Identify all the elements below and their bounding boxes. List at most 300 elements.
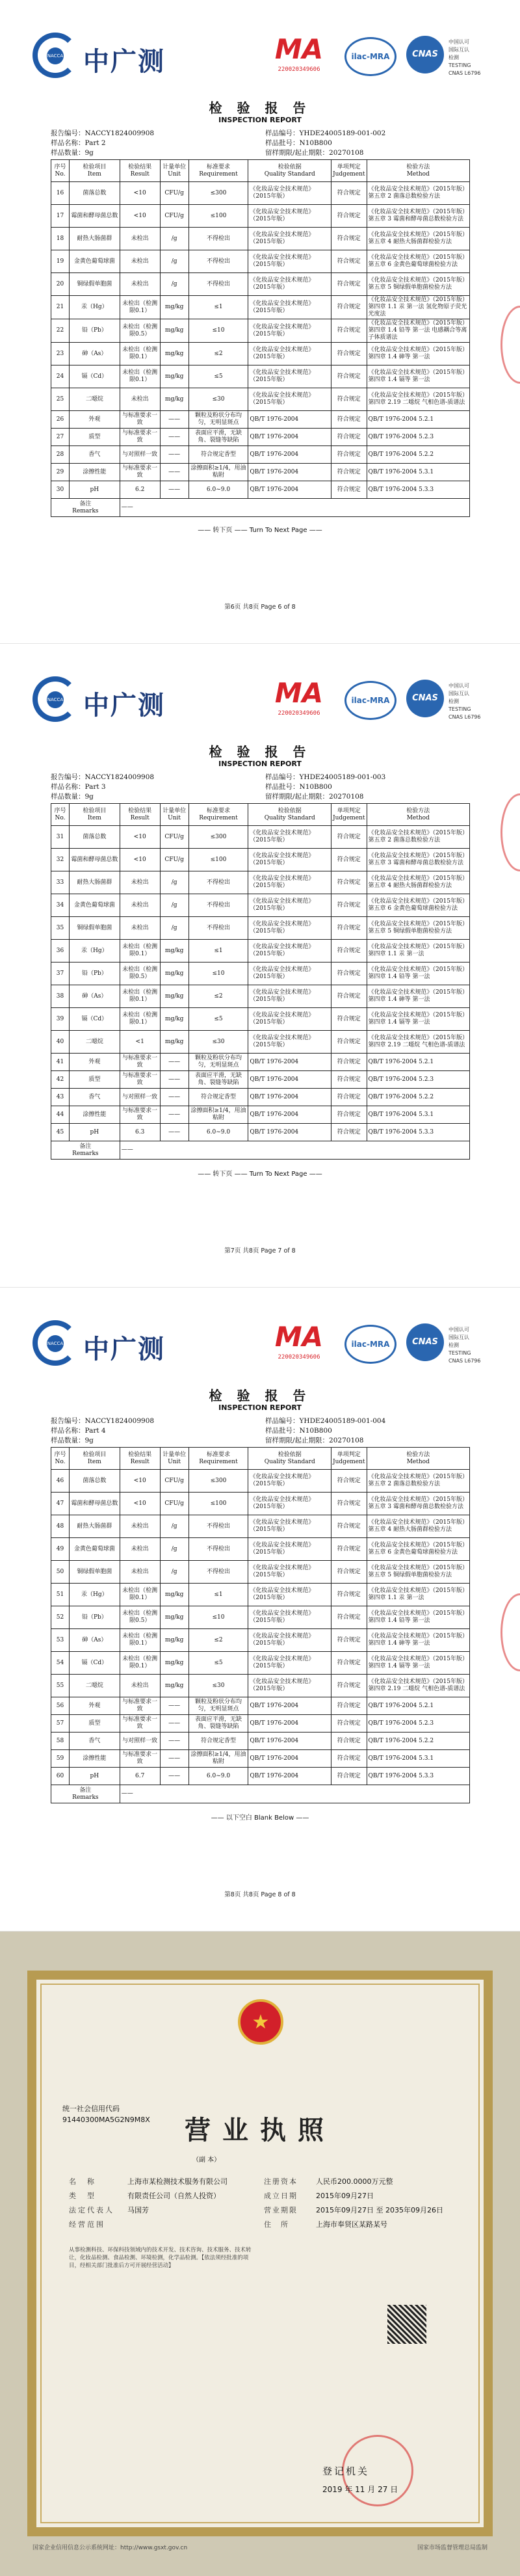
table-cell: 6.7 <box>120 1768 160 1785</box>
table-cell: 与标准要求一致 <box>120 1071 160 1089</box>
table-cell: QB/T 1976-2004 <box>248 446 332 464</box>
ma-number: 220020349606 <box>278 1354 320 1361</box>
table-cell: 《化妆品安全技术规范》（2015年版） <box>248 1470 332 1493</box>
table-row <box>51 250 470 273</box>
table-cell: —— <box>160 1089 188 1106</box>
table-cell: 涂擦面积≥1/4，用油粘附 <box>188 1750 248 1768</box>
table-cell: mg/kg <box>160 1031 188 1054</box>
table-cell: /g <box>160 917 188 940</box>
report-no-value: NACCY1824009908 <box>84 773 155 781</box>
table-cell: CFU/g <box>160 849 188 871</box>
table-cell: 符合规定 <box>332 343 367 365</box>
page-footer: 第8页 共8页 Page 8 of 8 <box>224 1891 296 1898</box>
ma-certification-icon <box>266 1320 332 1366</box>
ilac-mra-icon: ilac-MRA <box>344 37 396 76</box>
table-cell: 《化妆品安全技术规范》（2015年版） <box>248 1652 332 1675</box>
table-row <box>51 1652 470 1675</box>
table-cell: 43 <box>51 1089 70 1106</box>
table-cell: 符合规定 <box>332 849 367 871</box>
table-cell: /g <box>160 894 188 917</box>
table-cell: ≤5 <box>188 1652 248 1675</box>
table-cell: 54 <box>51 1652 70 1675</box>
table-row <box>51 1054 470 1071</box>
batch-value: N10B800 <box>299 1427 332 1435</box>
table-cell: 20 <box>51 273 70 296</box>
national-emblem-icon: ★ <box>238 1999 283 2045</box>
license-field-row <box>69 2175 472 2189</box>
table-cell: mg/kg <box>160 365 188 388</box>
table-cell: —— <box>160 1733 188 1750</box>
table-cell: 《化妆品安全技术规范》（2015年版） <box>248 826 332 849</box>
table-cell: 符合规定 <box>332 1515 367 1538</box>
table-cell: 颗粒及粉状分布均匀，无明显斑点 <box>188 411 248 429</box>
table-row <box>51 940 470 963</box>
table-cell: mg/kg <box>160 388 188 411</box>
report-page <box>0 0 520 644</box>
ma-text: MA <box>274 1321 324 1353</box>
column-header: 检验结果 Result <box>120 804 160 826</box>
column-header: 标准要求 Requirement <box>188 1448 248 1470</box>
sample-name-value: Part 4 <box>84 1427 106 1435</box>
table-cell: 符合规定香型 <box>188 1089 248 1106</box>
table-cell: ≤30 <box>188 388 248 411</box>
table-cell: 《化妆品安全技术规范》（2015年版）第五章 5 铜绿假单胞菌检验方法 <box>367 917 469 940</box>
report-no-label: 报告编号： <box>51 773 85 781</box>
table-cell: 《化妆品安全技术规范》（2015年版） <box>248 1031 332 1054</box>
table-cell: 《化妆品安全技术规范》（2015年版） <box>248 1675 332 1697</box>
table-cell: 与标准要求一致 <box>120 1750 160 1768</box>
table-cell: 未检出 <box>120 1675 160 1697</box>
table-row <box>51 1675 470 1697</box>
license-field-key: 法定代表人 <box>69 2206 114 2214</box>
report-page <box>0 644 520 1288</box>
table-cell: 不得检出 <box>188 250 248 273</box>
table-cell: 符合规定香型 <box>188 446 248 464</box>
table-row <box>51 228 470 250</box>
sample-name-value: Part 3 <box>84 783 106 791</box>
table-row <box>51 849 470 871</box>
table-cell: 符合规定 <box>332 250 367 273</box>
deadline-value: 20270108 <box>329 149 364 157</box>
table-cell: 汞（Hg） <box>69 1584 120 1606</box>
table-cell: 涂擦面积≥1/4，用油粘附 <box>188 1106 248 1124</box>
table-row <box>51 296 470 319</box>
table-cell: ≤10 <box>188 1606 248 1629</box>
batch-value: N10B800 <box>299 783 332 791</box>
table-cell: ≤2 <box>188 343 248 365</box>
table-cell: QB/T 1976-2004 <box>248 1089 332 1106</box>
report-header <box>26 29 494 88</box>
table-cell: 19 <box>51 250 70 273</box>
table-row <box>51 411 470 429</box>
table-cell: 表面应平滑，无缺角、裂缝等缺陷 <box>188 1071 248 1089</box>
logo-mark: NACCA <box>47 47 64 64</box>
report-title: 检 验 报 告 <box>209 744 311 760</box>
table-cell: 《化妆品安全技术规范》（2015年版）第五章 3 霉菌和酵母菌总数检验方法 <box>367 205 469 228</box>
table-cell: —— <box>160 1750 188 1768</box>
table-cell: ≤1 <box>188 940 248 963</box>
table-cell: 《化妆品安全技术规范》（2015年版）第四章 1.1 汞 第一法 氢化物原子荧光光度法 <box>367 296 469 319</box>
column-header: 单项判定 Judgement <box>332 1448 367 1470</box>
table-row <box>51 1538 470 1561</box>
table-cell: 《化妆品安全技术规范》（2015年版） <box>248 205 332 228</box>
column-header: 检验方法 Method <box>367 160 469 182</box>
table-cell: mg/kg <box>160 1606 188 1629</box>
table-cell: —— <box>160 1054 188 1071</box>
table-cell: 不得检出 <box>188 1515 248 1538</box>
logo-text: 中广测 <box>83 47 165 77</box>
table-cell: 符合规定 <box>332 228 367 250</box>
report-header <box>26 673 494 732</box>
table-row <box>51 205 470 228</box>
table-cell: 未检出（检测限0.1） <box>120 985 160 1008</box>
ma-text: MA <box>274 33 324 65</box>
table-cell: QB/T 1976-2004 <box>248 1715 332 1733</box>
table-cell: 33 <box>51 871 70 894</box>
table-cell: —— <box>160 1071 188 1089</box>
table-cell: 不得检出 <box>188 871 248 894</box>
turn-page-note: —— 以下空白 Blank Below —— <box>211 1814 309 1822</box>
table-cell: 质型 <box>69 1715 120 1733</box>
page-footer: 第6页 共8页 Page 6 of 8 <box>224 604 296 611</box>
table-cell: QB/T 1976-2004 5.2.3 <box>367 1071 469 1089</box>
table-row <box>51 1768 470 1785</box>
table-cell: 未检出（检测限0.1） <box>120 940 160 963</box>
license-field-value: 有限责任公司（自然人投资） <box>127 2192 220 2200</box>
table-cell: ≤10 <box>188 963 248 985</box>
report-title: 检 验 报 告 <box>209 100 311 116</box>
table-cell: 符合规定 <box>332 411 367 429</box>
results-table <box>51 1447 470 1803</box>
table-cell: 符合规定 <box>332 182 367 205</box>
table-cell: mg/kg <box>160 1652 188 1675</box>
table-cell: 铅（Pb） <box>69 1606 120 1629</box>
table-cell: 《化妆品安全技术规范》（2015年版） <box>248 388 332 411</box>
table-cell: CFU/g <box>160 1493 188 1515</box>
license-field-key: 名 称 <box>69 2177 96 2186</box>
table-cell: 《化妆品安全技术规范》（2015年版） <box>248 849 332 871</box>
table-cell: mg/kg <box>160 963 188 985</box>
table-cell: /g <box>160 228 188 250</box>
table-row <box>51 182 470 205</box>
column-header: 检验结果 Result <box>120 1448 160 1470</box>
table-cell: 铅（Pb） <box>69 319 120 343</box>
table-row <box>51 963 470 985</box>
table-cell: ≤100 <box>188 205 248 228</box>
quantity-value: 9g <box>84 1437 94 1444</box>
table-cell: 《化妆品安全技术规范》（2015年版） <box>248 871 332 894</box>
table-cell: QB/T 1976-2004 5.3.3 <box>367 1124 469 1141</box>
table-cell: 耐热大肠菌群 <box>69 871 120 894</box>
table-cell: 与标准要求一致 <box>120 411 160 429</box>
table-cell: mg/kg <box>160 296 188 319</box>
table-cell: 《化妆品安全技术规范》（2015年版）第四章 2.19 二噁烷 气相色谱-质谱法 <box>367 388 469 411</box>
table-cell: 符合规定香型 <box>188 1733 248 1750</box>
table-cell: 28 <box>51 446 70 464</box>
table-cell: 符合规定 <box>332 1089 367 1106</box>
table-cell: QB/T 1976-2004 <box>248 1733 332 1750</box>
table-cell: 外观 <box>69 1054 120 1071</box>
table-cell: 未检出 <box>120 250 160 273</box>
table-cell: 《化妆品安全技术规范》（2015年版） <box>248 296 332 319</box>
table-cell: 57 <box>51 1715 70 1733</box>
table-cell: QB/T 1976-2004 5.2.3 <box>367 1715 469 1733</box>
table-row <box>51 985 470 1008</box>
license-field-key: 注册资本 <box>264 2177 298 2186</box>
table-row <box>51 1031 470 1054</box>
table-row <box>51 1106 470 1124</box>
table-cell: —— <box>160 464 188 481</box>
table-cell: 符合规定 <box>332 917 367 940</box>
license-field-row <box>69 2189 472 2203</box>
table-cell: 6.0~9.0 <box>188 1768 248 1785</box>
table-cell: QB/T 1976-2004 5.2.2 <box>367 1733 469 1750</box>
table-cell: 表面应平滑，无缺角、裂缝等缺陷 <box>188 429 248 446</box>
table-cell: 未检出（检测限0.5） <box>120 963 160 985</box>
table-cell: 《化妆品安全技术规范》（2015年版）第四章 1.4 镉等 第一法 <box>367 1008 469 1031</box>
table-cell: 耐热大肠菌群 <box>69 1515 120 1538</box>
table-cell: 《化妆品安全技术规范》（2015年版）第五章 5 铜绿假单胞菌检验方法 <box>367 1561 469 1584</box>
table-row <box>51 273 470 296</box>
table-cell: 二噁烷 <box>69 388 120 411</box>
table-cell: mg/kg <box>160 319 188 343</box>
turn-page-note: —— 转下页 —— Turn To Next Page —— <box>198 1171 322 1178</box>
quantity-label: 样品数量： <box>51 149 85 157</box>
table-cell: QB/T 1976-2004 5.3.3 <box>367 481 469 499</box>
sample-name-value: Part 2 <box>84 139 106 147</box>
table-cell: 符合规定 <box>332 1538 367 1561</box>
table-cell: QB/T 1976-2004 5.2.1 <box>367 1697 469 1715</box>
table-cell: 符合规定 <box>332 1750 367 1768</box>
table-cell: <10 <box>120 849 160 871</box>
table-cell: ≤100 <box>188 1493 248 1515</box>
table-row <box>51 1606 470 1629</box>
ma-certification-icon <box>266 33 332 78</box>
table-cell: 17 <box>51 205 70 228</box>
report-no-label: 报告编号： <box>51 1417 85 1425</box>
table-cell: 60 <box>51 1768 70 1785</box>
table-cell: 与标准要求一致 <box>120 1715 160 1733</box>
table-cell: QB/T 1976-2004 5.2.1 <box>367 411 469 429</box>
table-cell: 《化妆品安全技术规范》（2015年版）第四章 2.19 二噁烷 气相色谱-质谱法 <box>367 1675 469 1697</box>
table-cell: 质型 <box>69 1071 120 1089</box>
table-cell: ≤10 <box>188 319 248 343</box>
table-cell: mg/kg <box>160 940 188 963</box>
report-header <box>26 1317 494 1375</box>
seal-stamp-icon <box>500 306 520 384</box>
page-footer: 第7页 共8页 Page 7 of 8 <box>224 1247 296 1255</box>
table-cell: 霉菌和酵母菌总数 <box>69 849 120 871</box>
turn-page-note: —— 转下页 —— Turn To Next Page —— <box>198 527 322 534</box>
table-cell: /g <box>160 1538 188 1561</box>
table-cell: QB/T 1976-2004 <box>248 429 332 446</box>
ma-certification-icon <box>266 676 332 722</box>
table-row <box>51 1697 470 1715</box>
table-cell: <10 <box>120 826 160 849</box>
cnas-side-text: 中国认可 国际互认 检测 TESTING CNAS L6796 <box>448 683 481 720</box>
license-field-key: 营业期限 <box>264 2206 298 2214</box>
column-header: 检验依据 Quality Standard <box>248 1448 332 1470</box>
table-cell: 铜绿假单胞菌 <box>69 273 120 296</box>
table-cell: 26 <box>51 411 70 429</box>
table-cell: <10 <box>120 205 160 228</box>
qr-code-icon[interactable] <box>387 2305 426 2344</box>
column-header: 检验项目 Item <box>69 160 120 182</box>
table-cell: 汞（Hg） <box>69 940 120 963</box>
table-cell: 符合规定 <box>332 1071 367 1089</box>
table-cell: 符合规定 <box>332 894 367 917</box>
table-cell: ≤1 <box>188 296 248 319</box>
table-cell: 符合规定 <box>332 871 367 894</box>
table-row <box>51 1089 470 1106</box>
table-cell: ≤300 <box>188 826 248 849</box>
table-cell: QB/T 1976-2004 5.2.1 <box>367 1054 469 1071</box>
table-cell: mg/kg <box>160 985 188 1008</box>
cnas-icon: CNAS <box>406 36 444 73</box>
remarks-value: —— <box>120 1785 469 1803</box>
table-cell: mg/kg <box>160 343 188 365</box>
table-cell: 外观 <box>69 411 120 429</box>
license-fields <box>69 2175 472 2232</box>
table-cell: 《化妆品安全技术规范》（2015年版）第五章 6 金黄色葡萄球菌检验方法 <box>367 894 469 917</box>
table-cell: 《化妆品安全技术规范》（2015年版） <box>248 1606 332 1629</box>
table-cell: ≤5 <box>188 1008 248 1031</box>
column-header: 标准要求 Requirement <box>188 160 248 182</box>
table-cell: ≤2 <box>188 1629 248 1652</box>
table-cell: 《化妆品安全技术规范》（2015年版）第四章 1.4 铅等 第一法 电感耦合等离子体质谱法 <box>367 319 469 343</box>
column-header: 序号 No. <box>51 1448 70 1470</box>
batch-label: 样品批号： <box>265 139 300 147</box>
table-cell: pH <box>69 1124 120 1141</box>
table-cell: 《化妆品安全技术规范》（2015年版） <box>248 273 332 296</box>
sample-no-label: 样品编号： <box>265 773 300 781</box>
cnas-side-text: 中国认可 国际互认 检测 TESTING CNAS L6796 <box>448 1327 481 1364</box>
table-cell: 《化妆品安全技术规范》（2015年版） <box>248 1493 332 1515</box>
table-cell: CFU/g <box>160 205 188 228</box>
table-cell: pH <box>69 1768 120 1785</box>
table-cell: 未检出（检测限0.1） <box>120 296 160 319</box>
table-cell: 不得检出 <box>188 228 248 250</box>
column-header: 计量单位 Unit <box>160 160 188 182</box>
column-header: 序号 No. <box>51 804 70 826</box>
table-cell: 不得检出 <box>188 273 248 296</box>
table-cell: /g <box>160 250 188 273</box>
table-cell: 32 <box>51 849 70 871</box>
table-cell: QB/T 1976-2004 <box>248 1124 332 1141</box>
table-cell: QB/T 1976-2004 5.3.1 <box>367 1106 469 1124</box>
table-row <box>51 429 470 446</box>
table-row <box>51 343 470 365</box>
table-cell: 23 <box>51 343 70 365</box>
table-cell: 6.0~9.0 <box>188 481 248 499</box>
table-cell: 符合规定 <box>332 1733 367 1750</box>
table-cell: 符合规定 <box>332 388 367 411</box>
column-header: 序号 No. <box>51 160 70 182</box>
table-cell: 表面应平滑，无缺角、裂缝等缺陷 <box>188 1715 248 1733</box>
table-cell: 颗粒及粉状分布均匀，无明显斑点 <box>188 1054 248 1071</box>
table-cell: 29 <box>51 464 70 481</box>
table-cell: CFU/g <box>160 182 188 205</box>
table-cell: 符合规定 <box>332 1768 367 1785</box>
table-cell: 未检出（检测限0.1） <box>120 1629 160 1652</box>
remarks-value: —— <box>120 499 469 517</box>
license-scope: 从事检测科技、环保科技领域内的技术开发、技术咨询、技术服务、技术转让，化妆品检测、食品检测、环境检测，化学品检测。【依法须经批准的项目，经相关部门批准后方可开展经营活动】 <box>69 2247 252 2269</box>
quantity-label: 样品数量： <box>51 1437 85 1444</box>
table-row <box>51 319 470 343</box>
deadline-label: 留样期限/起止期限： <box>265 1437 330 1444</box>
table-cell: <10 <box>120 182 160 205</box>
license-code-label: 统一社会信用代码 <box>62 2105 120 2113</box>
table-cell: 符合规定 <box>332 1675 367 1697</box>
table-cell: QB/T 1976-2004 <box>248 1106 332 1124</box>
table-cell: 与标准要求一致 <box>120 1697 160 1715</box>
table-cell: 不得检出 <box>188 1561 248 1584</box>
table-cell: QB/T 1976-2004 <box>248 464 332 481</box>
report-title: 检 验 报 告 <box>209 1388 311 1403</box>
remarks-label: 备注 Remarks <box>51 1141 120 1160</box>
table-cell: 《化妆品安全技术规范》（2015年版） <box>248 343 332 365</box>
table-cell: 符合规定 <box>332 1629 367 1652</box>
table-cell: 涂擦面积≥1/4，用油粘附 <box>188 464 248 481</box>
report-page <box>0 1288 520 1932</box>
table-cell: 菌落总数 <box>69 182 120 205</box>
table-cell: 未检出（检测限0.1） <box>120 1584 160 1606</box>
table-cell: 《化妆品安全技术规范》（2015年版） <box>248 940 332 963</box>
table-header-row <box>51 160 470 182</box>
table-cell: 铅（Pb） <box>69 963 120 985</box>
table-cell: 45 <box>51 1124 70 1141</box>
table-cell: 未检出 <box>120 871 160 894</box>
table-cell: 6.0~9.0 <box>188 1124 248 1141</box>
table-cell: 未检出（检测限0.1） <box>120 365 160 388</box>
license-frame <box>27 1971 493 2536</box>
table-cell: 59 <box>51 1750 70 1768</box>
table-cell: 《化妆品安全技术规范》（2015年版） <box>248 1538 332 1561</box>
table-cell: —— <box>160 1124 188 1141</box>
table-header-row <box>51 804 470 826</box>
license-field-key: 经营范围 <box>69 2220 105 2229</box>
license-field-key: 成立日期 <box>264 2192 298 2200</box>
table-row <box>51 1715 470 1733</box>
table-row <box>51 481 470 499</box>
column-header: 检验方法 Method <box>367 804 469 826</box>
table-cell: 符合规定 <box>332 1054 367 1071</box>
table-cell: QB/T 1976-2004 5.2.2 <box>367 1089 469 1106</box>
table-cell: mg/kg <box>160 1584 188 1606</box>
ma-number: 220020349606 <box>278 710 320 717</box>
table-cell: 颗粒及粉状分布均匀，无明显斑点 <box>188 1697 248 1715</box>
table-cell: 37 <box>51 963 70 985</box>
table-cell: 符合规定 <box>332 963 367 985</box>
table-cell: 50 <box>51 1561 70 1584</box>
table-cell: 二噁烷 <box>69 1675 120 1697</box>
table-cell: 6.2 <box>120 481 160 499</box>
table-cell: 未检出 <box>120 228 160 250</box>
table-cell: 与对照样一致 <box>120 446 160 464</box>
table-cell: <1 <box>120 1031 160 1054</box>
table-row <box>51 1733 470 1750</box>
table-cell: 27 <box>51 429 70 446</box>
table-cell: 铜绿假单胞菌 <box>69 1561 120 1584</box>
table-cell: QB/T 1976-2004 <box>248 1071 332 1089</box>
table-cell: 耐热大肠菌群 <box>69 228 120 250</box>
table-cell: 与对照样一致 <box>120 1089 160 1106</box>
license-field-value: 人民币200.0000万元整 <box>316 2177 393 2186</box>
table-cell: 《化妆品安全技术规范》（2015年版）第四章 1.4 砷等 第一法 <box>367 985 469 1008</box>
table-cell: 《化妆品安全技术规范》（2015年版）第四章 1.4 铅等 第一法 <box>367 963 469 985</box>
table-cell: 34 <box>51 894 70 917</box>
table-cell: 与标准要求一致 <box>120 1054 160 1071</box>
